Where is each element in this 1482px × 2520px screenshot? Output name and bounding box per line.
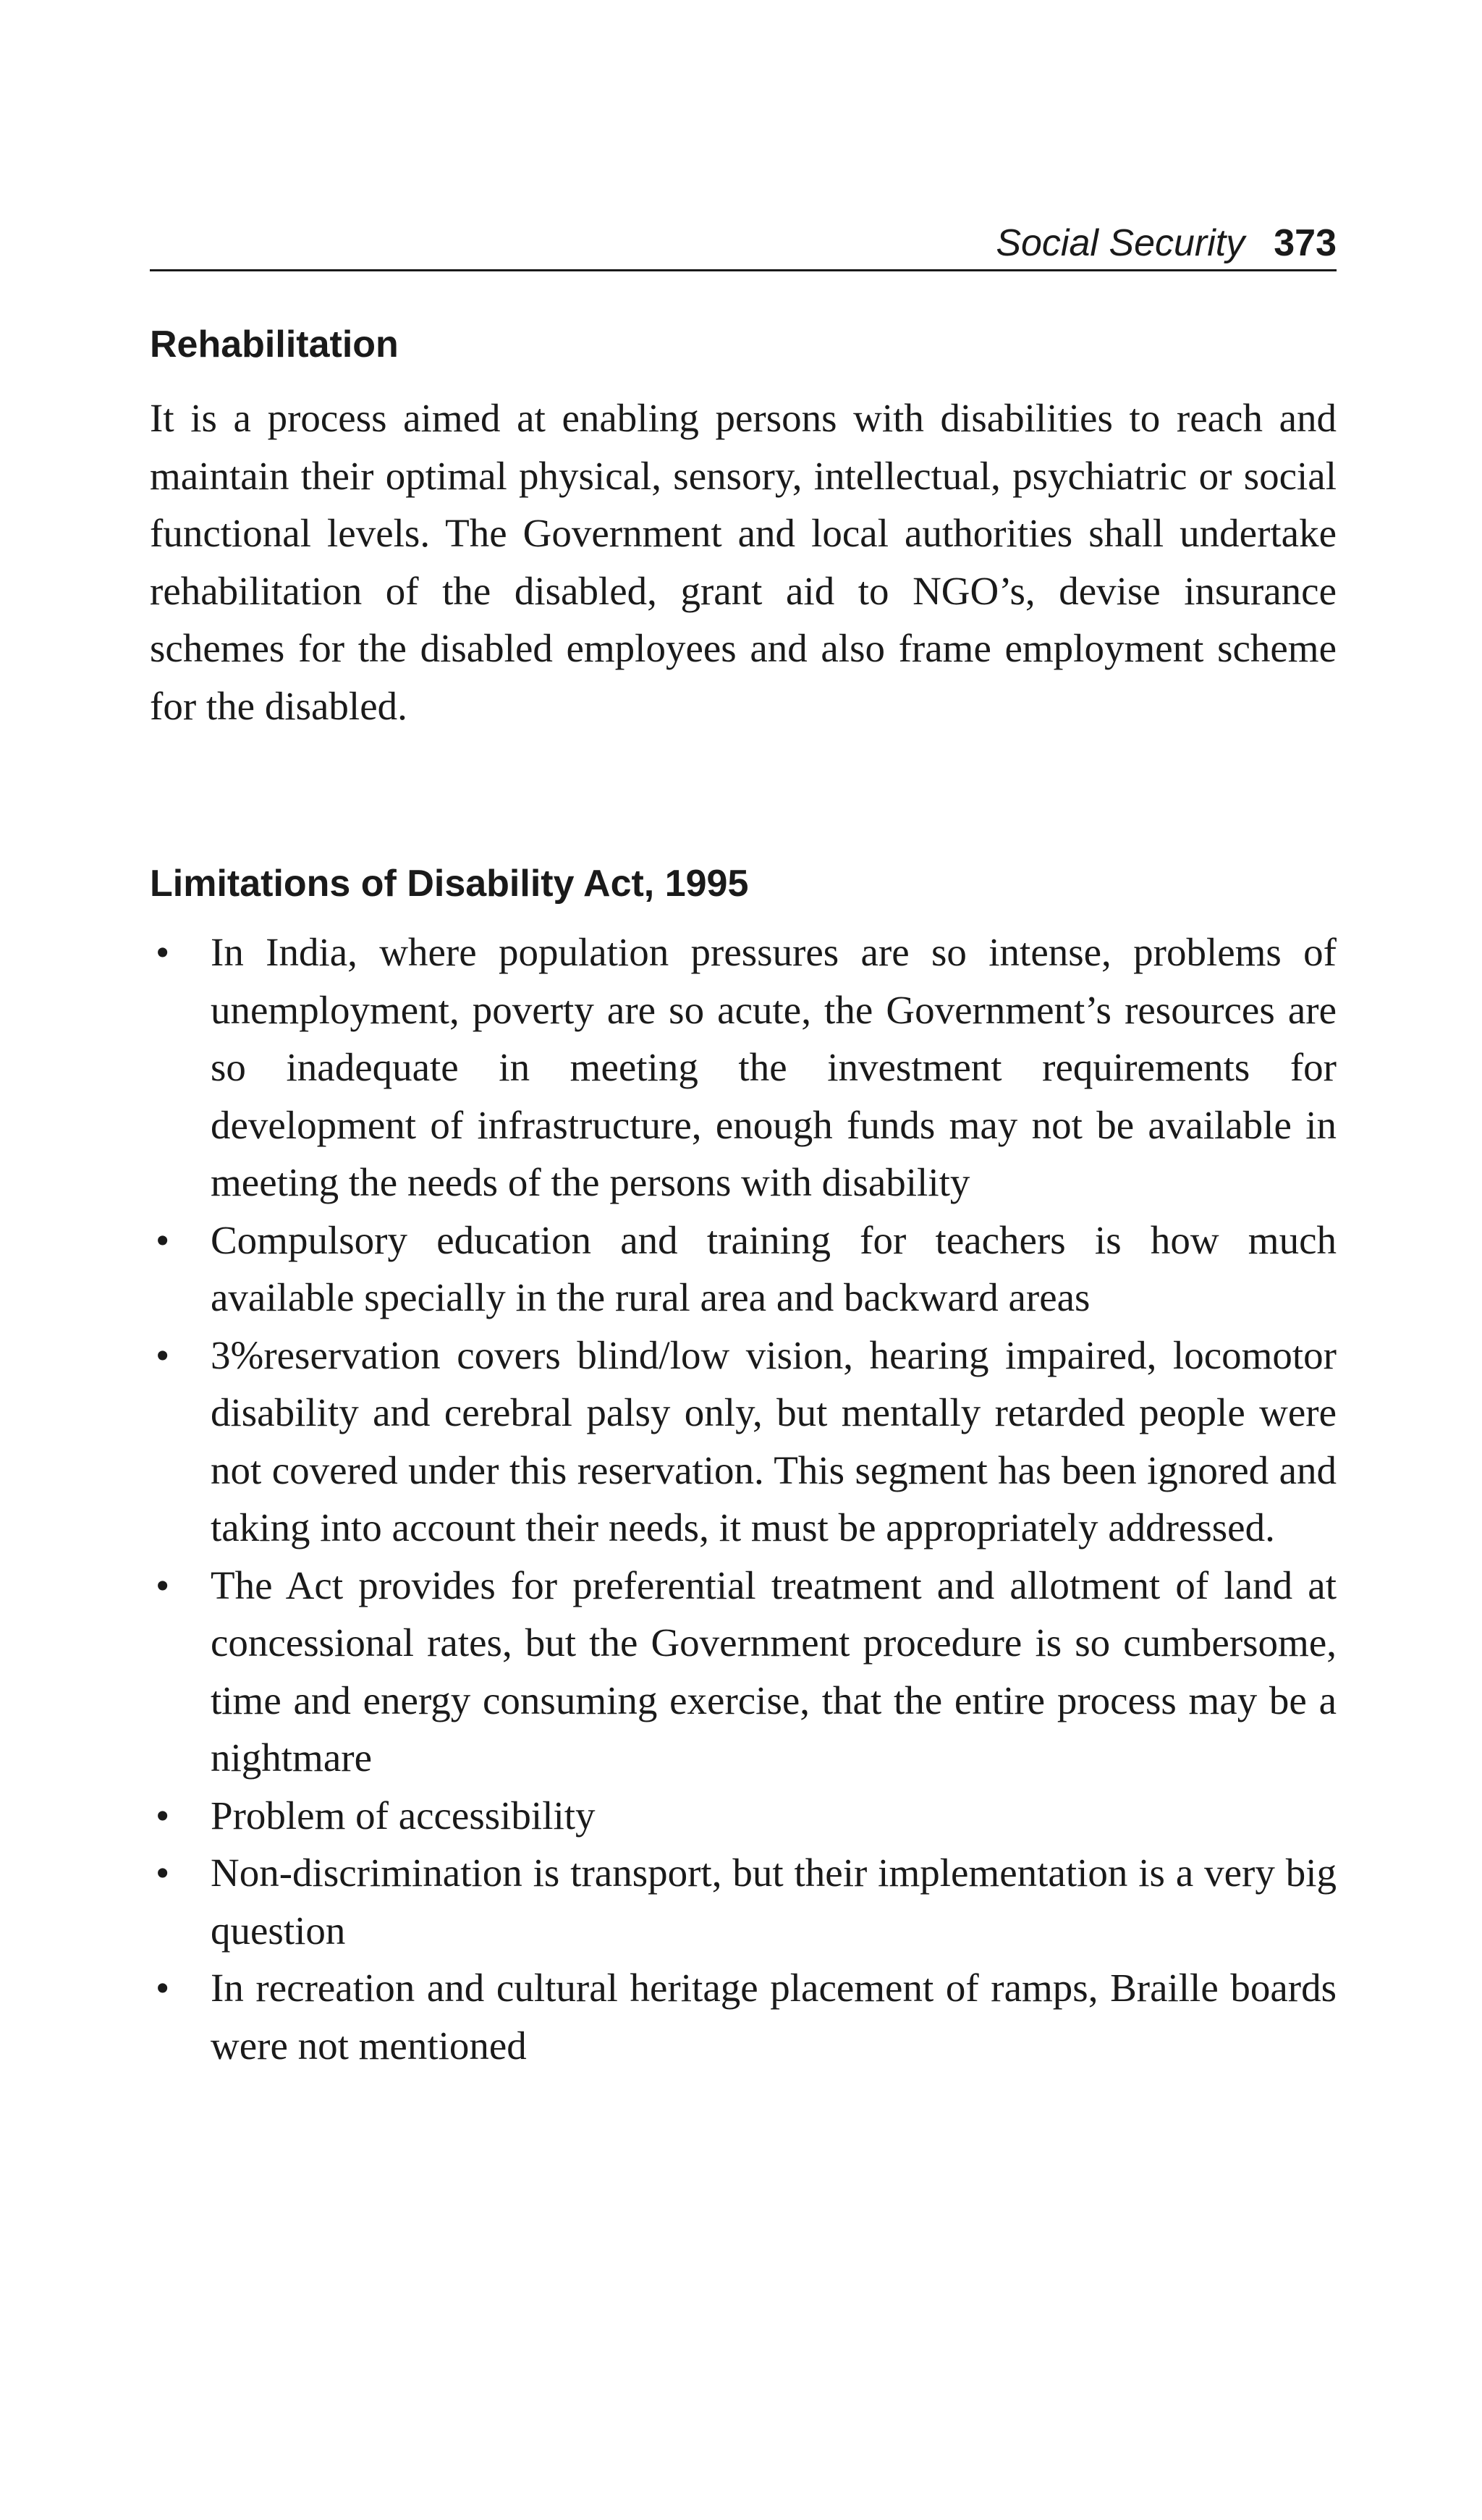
list-item-text: Compulsory education and training for teachers is how much available specially in the rural area and backward areas <box>211 1217 1337 1319</box>
list-item <box>150 1327 1337 1557</box>
limitations-heading: Limitations of Disability Act, 1995 <box>150 863 749 905</box>
bullet-icon: • <box>156 1966 170 2010</box>
running-title: Social Security <box>996 222 1245 264</box>
list-item <box>150 1787 1337 1845</box>
bullet-icon: • <box>156 1217 170 1262</box>
list-item <box>150 1557 1337 1787</box>
bullet-icon: • <box>156 1332 170 1377</box>
list-item-text: In recreation and cultural heritage placement of ramps, Braille boards were not mentioned <box>211 1966 1337 2068</box>
list-item-text: The Act provides for preferential treatment and allotment of land at concessional rates, but the Government procedure is so cumbersome, time and energy consuming exercise, that the entire process may be a nightmare <box>211 1563 1337 1780</box>
list-item <box>150 1212 1337 1327</box>
limitations-list <box>150 923 1337 2074</box>
rehabilitation-heading: Rehabilitation <box>150 324 399 365</box>
bullet-icon: • <box>156 1851 170 1895</box>
list-item-text: Problem of accessibility <box>211 1793 596 1838</box>
bullet-icon: • <box>156 1563 170 1607</box>
list-item <box>150 1959 1337 2074</box>
list-item-text: In India, where population pressures are so intense, problems of unemployment, poverty are so acute, the Government’s resources are so inadequate in meeting the investment requirements for development of infrastructure, enough funds may not be available in meeting the needs of the persons with disability <box>211 930 1337 1204</box>
bullet-icon: • <box>156 1793 170 1838</box>
list-item-text: Non-discrimination is transport, but their implementation is a very big question <box>211 1851 1337 1953</box>
header-rule <box>150 269 1337 271</box>
page-number: 373 <box>1274 222 1337 264</box>
bullet-icon: • <box>156 930 170 974</box>
running-header <box>150 217 1337 268</box>
rehabilitation-paragraph: It is a process aimed at enabling persons with disabilities to reach and maintain their optimal physical, sensory, intellectual, psychiatric or social functional levels. The Government and local authorities shall undertake rehabilitation of the disabled, grant aid to NGO’s, devise insurance schemes for the disabled employees and also frame employment scheme for the disabled. <box>150 396 1337 728</box>
list-item <box>150 923 1337 1212</box>
list-item-text: 3%reservation covers blind/low vision, hearing impaired, locomotor disability and cerebral palsy only, but mentally retarded people were not covered under this reservation. This segment has been ignored and taking into account their needs, it must be appropriately addressed. <box>211 1332 1337 1549</box>
list-item <box>150 1844 1337 1959</box>
